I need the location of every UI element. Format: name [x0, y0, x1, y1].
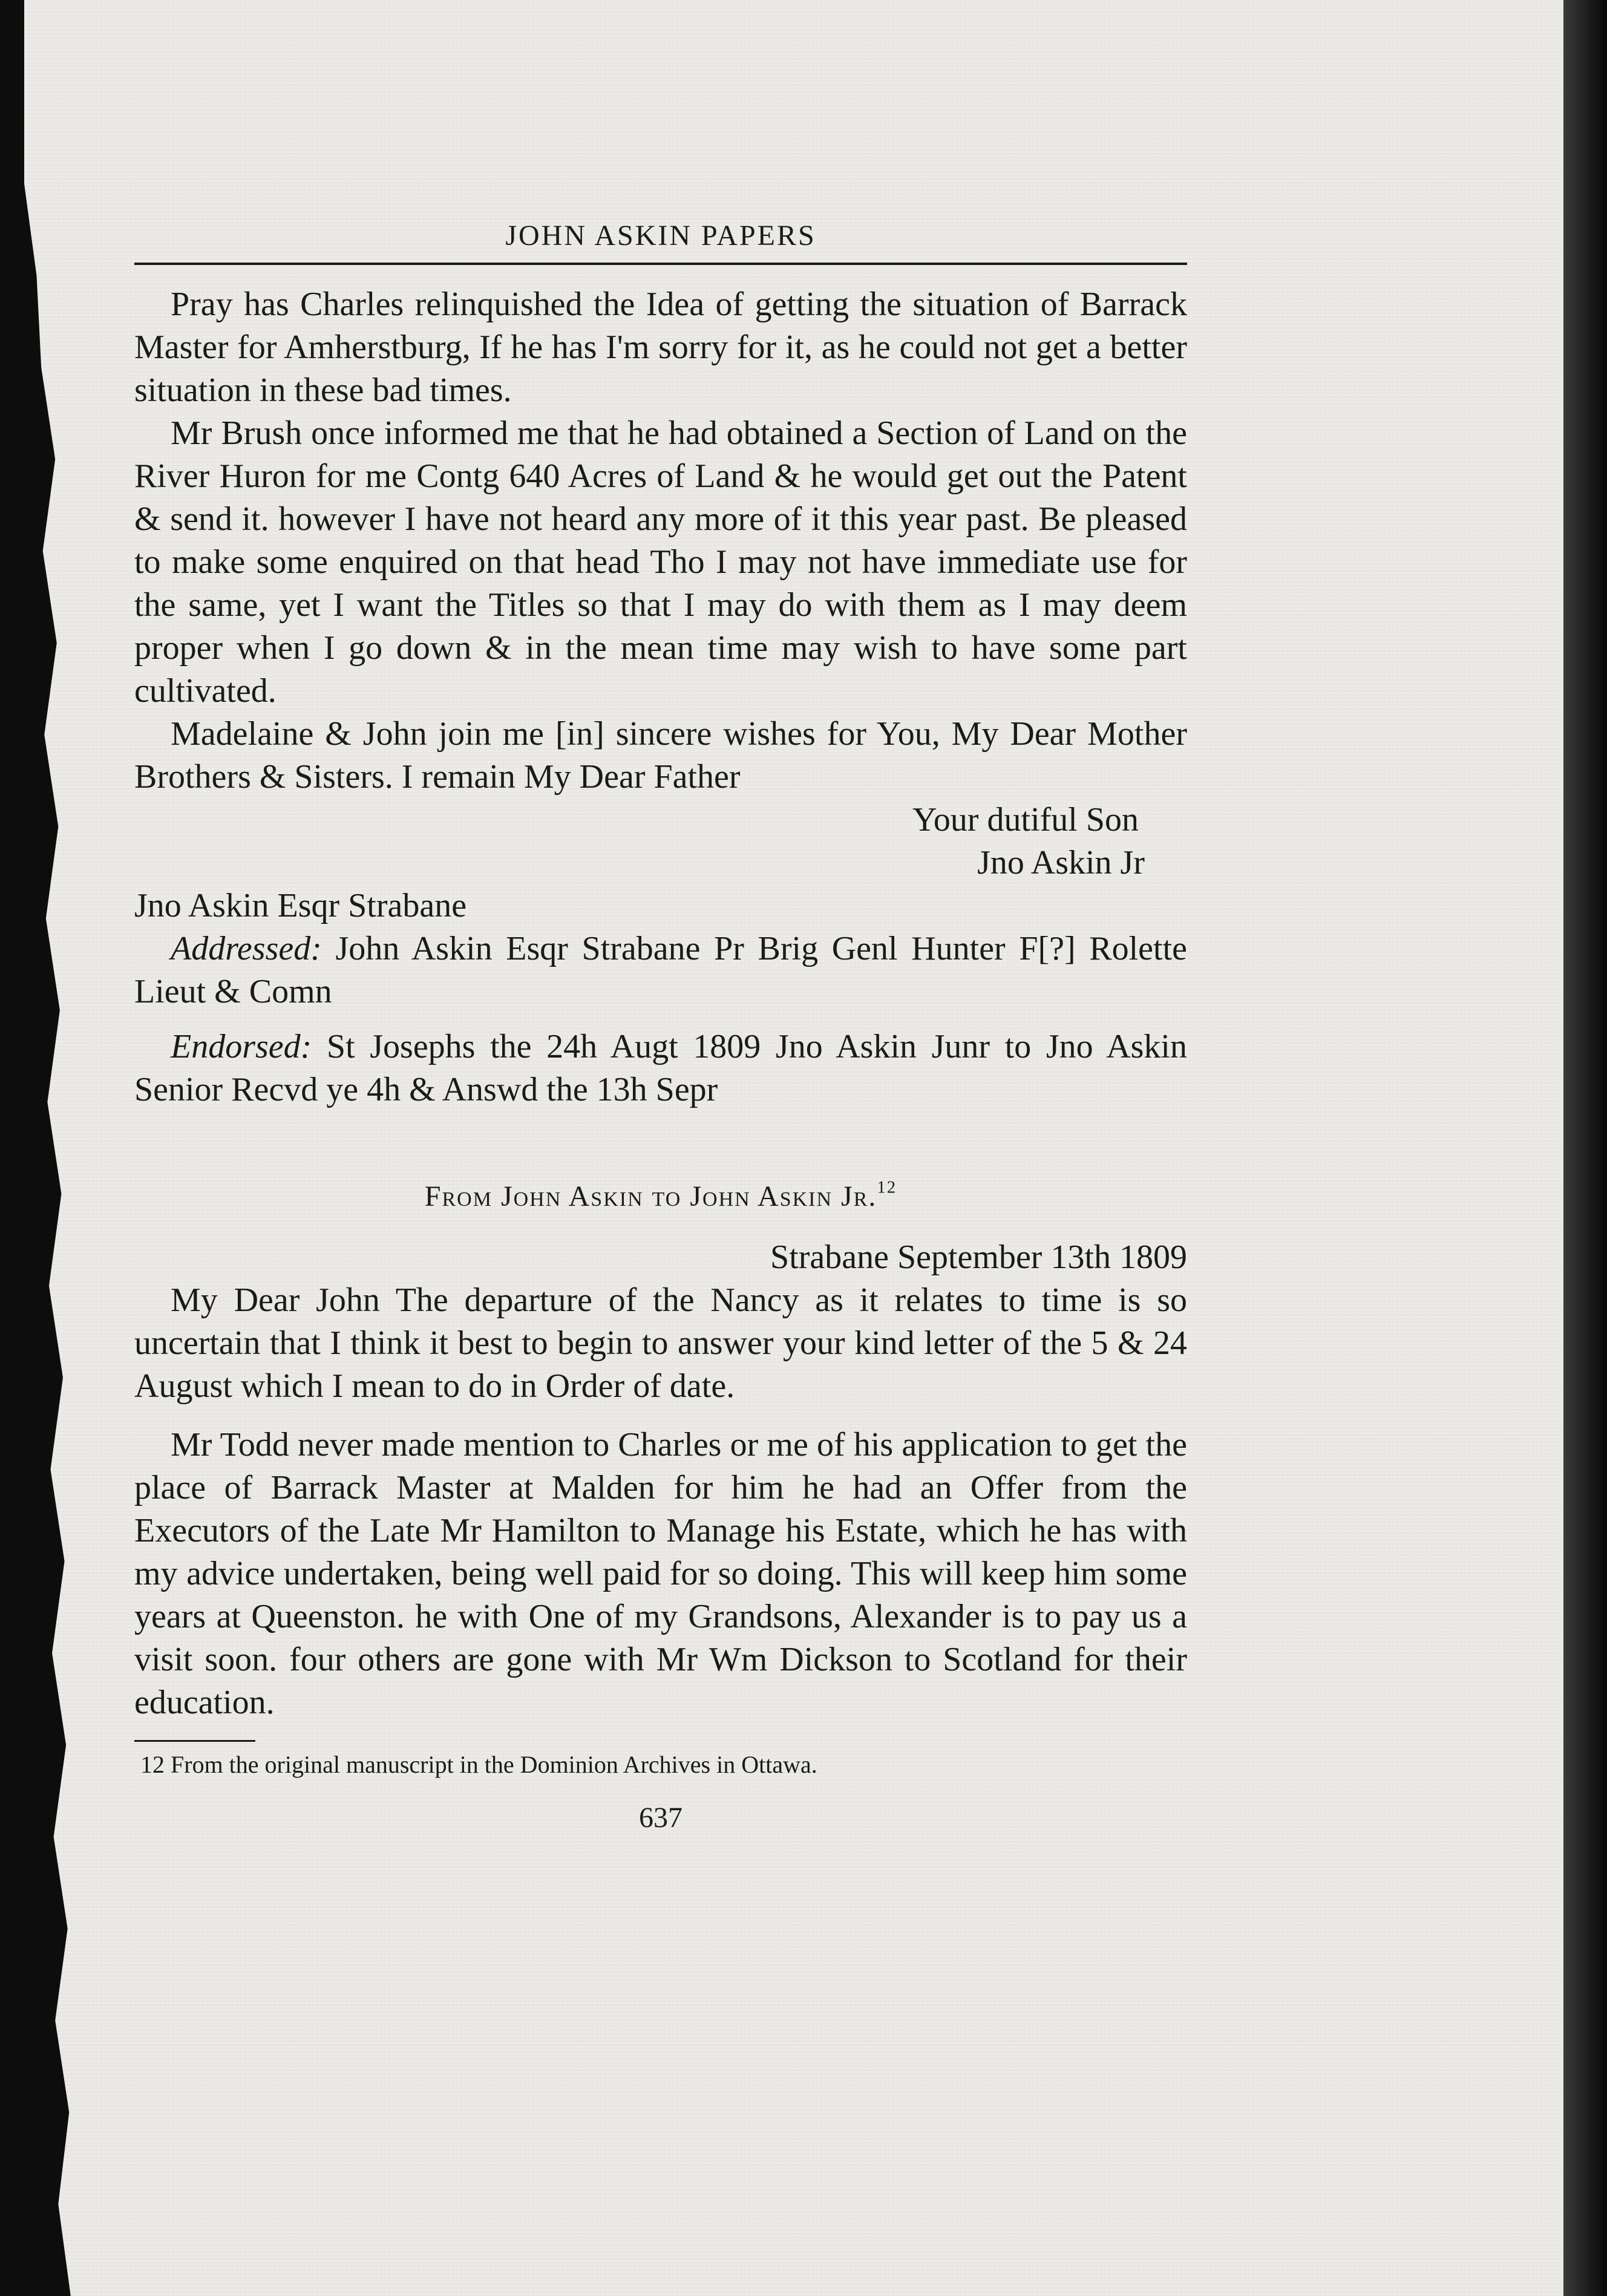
letter1-addressed — [134, 927, 1187, 1013]
addressed-text: John Askin Esqr Strabane Pr Brig Genl Hunter F[?] Rolette Lieut & Comn — [134, 930, 1188, 1010]
letter1-closing: Your dutiful Son — [912, 801, 1139, 839]
running-head: JOHN ASKIN PAPERS — [505, 220, 816, 252]
footnote-text: From the original manuscript in the Dominion Archives in Ottawa. — [171, 1751, 817, 1778]
book-spine-shadow — [1563, 0, 1607, 2296]
footnote-rule — [134, 1740, 255, 1742]
page-text-block — [134, 218, 1187, 1839]
letter2-paragraph-1: My Dear John The departure of the Nancy as it relates to time is so uncertain that I think it best to begin to answer your kind letter of the 5 & 24 August which I mean to do in Order of date. — [134, 1281, 1187, 1405]
endorsed-text: St Josephs the 24h Augt 1809 Jno Askin Junr to Jno Askin Senior Recvd ye 4h & Answd the 13h Sepr — [134, 1028, 1187, 1108]
letter2-title-text: From John Askin to John Askin Jr. — [424, 1180, 877, 1212]
letter1-signature: Jno Askin Jr — [977, 844, 1145, 881]
addressed-label: Addressed: — [171, 930, 322, 967]
endorsed-label: Endorsed: — [171, 1028, 312, 1065]
letter2-title-note: 12 — [877, 1177, 897, 1197]
letter2-paragraph-2: Mr Todd never made mention to Charles or me of his application to get the place of Barrack Master at Malden for him he had an Offer from the Executors of the Late Mr Hamilton to Manage his Estate, which he has with my advice undertaken, being well paid for so doing. This will keep him some years at Queenston. he with One of my Grandsons, Alexander is to pay us a visit soon. four others are gone with Mr Wm Dickson to Scotland for their education. — [134, 1426, 1187, 1721]
letter1-paragraph-3: Madelaine & John join me [in] sincere wishes for You, My Dear Mother Brothers & Sisters. I remain My Dear Father — [134, 715, 1187, 796]
letter1-endorsed — [134, 1025, 1187, 1111]
letter2-date-line: Strabane September 13th 1809 — [770, 1238, 1187, 1276]
letter2-title — [134, 1175, 1187, 1218]
letter1-paragraph-1: Pray has Charles relinquished the Idea of getting the situation of Barrack Master for Amherstburg, If he has I'm sorry for it, as he could not get a better situation in these bad times. — [134, 286, 1187, 409]
footnote-number: 12 — [140, 1751, 165, 1778]
letter1-recipient: Jno Askin Esqr Strabane — [134, 887, 467, 924]
running-head-rule — [134, 263, 1187, 265]
footnote — [134, 1749, 1187, 1781]
page-number: 637 — [639, 1802, 682, 1834]
letter1-paragraph-2: Mr Brush once informed me that he had obtained a Section of Land on the River Huron for me Contg 640 Acres of Land & he would get out the Patent & send it. however I have not heard any more of it this year past. Be pleased to make some enquired on that head Tho I may not have immediate use for the same, yet I want the Titles so that I may do with them as I may deem proper when I go down & in the mean time may wish to have some part cultivated. — [134, 414, 1187, 710]
